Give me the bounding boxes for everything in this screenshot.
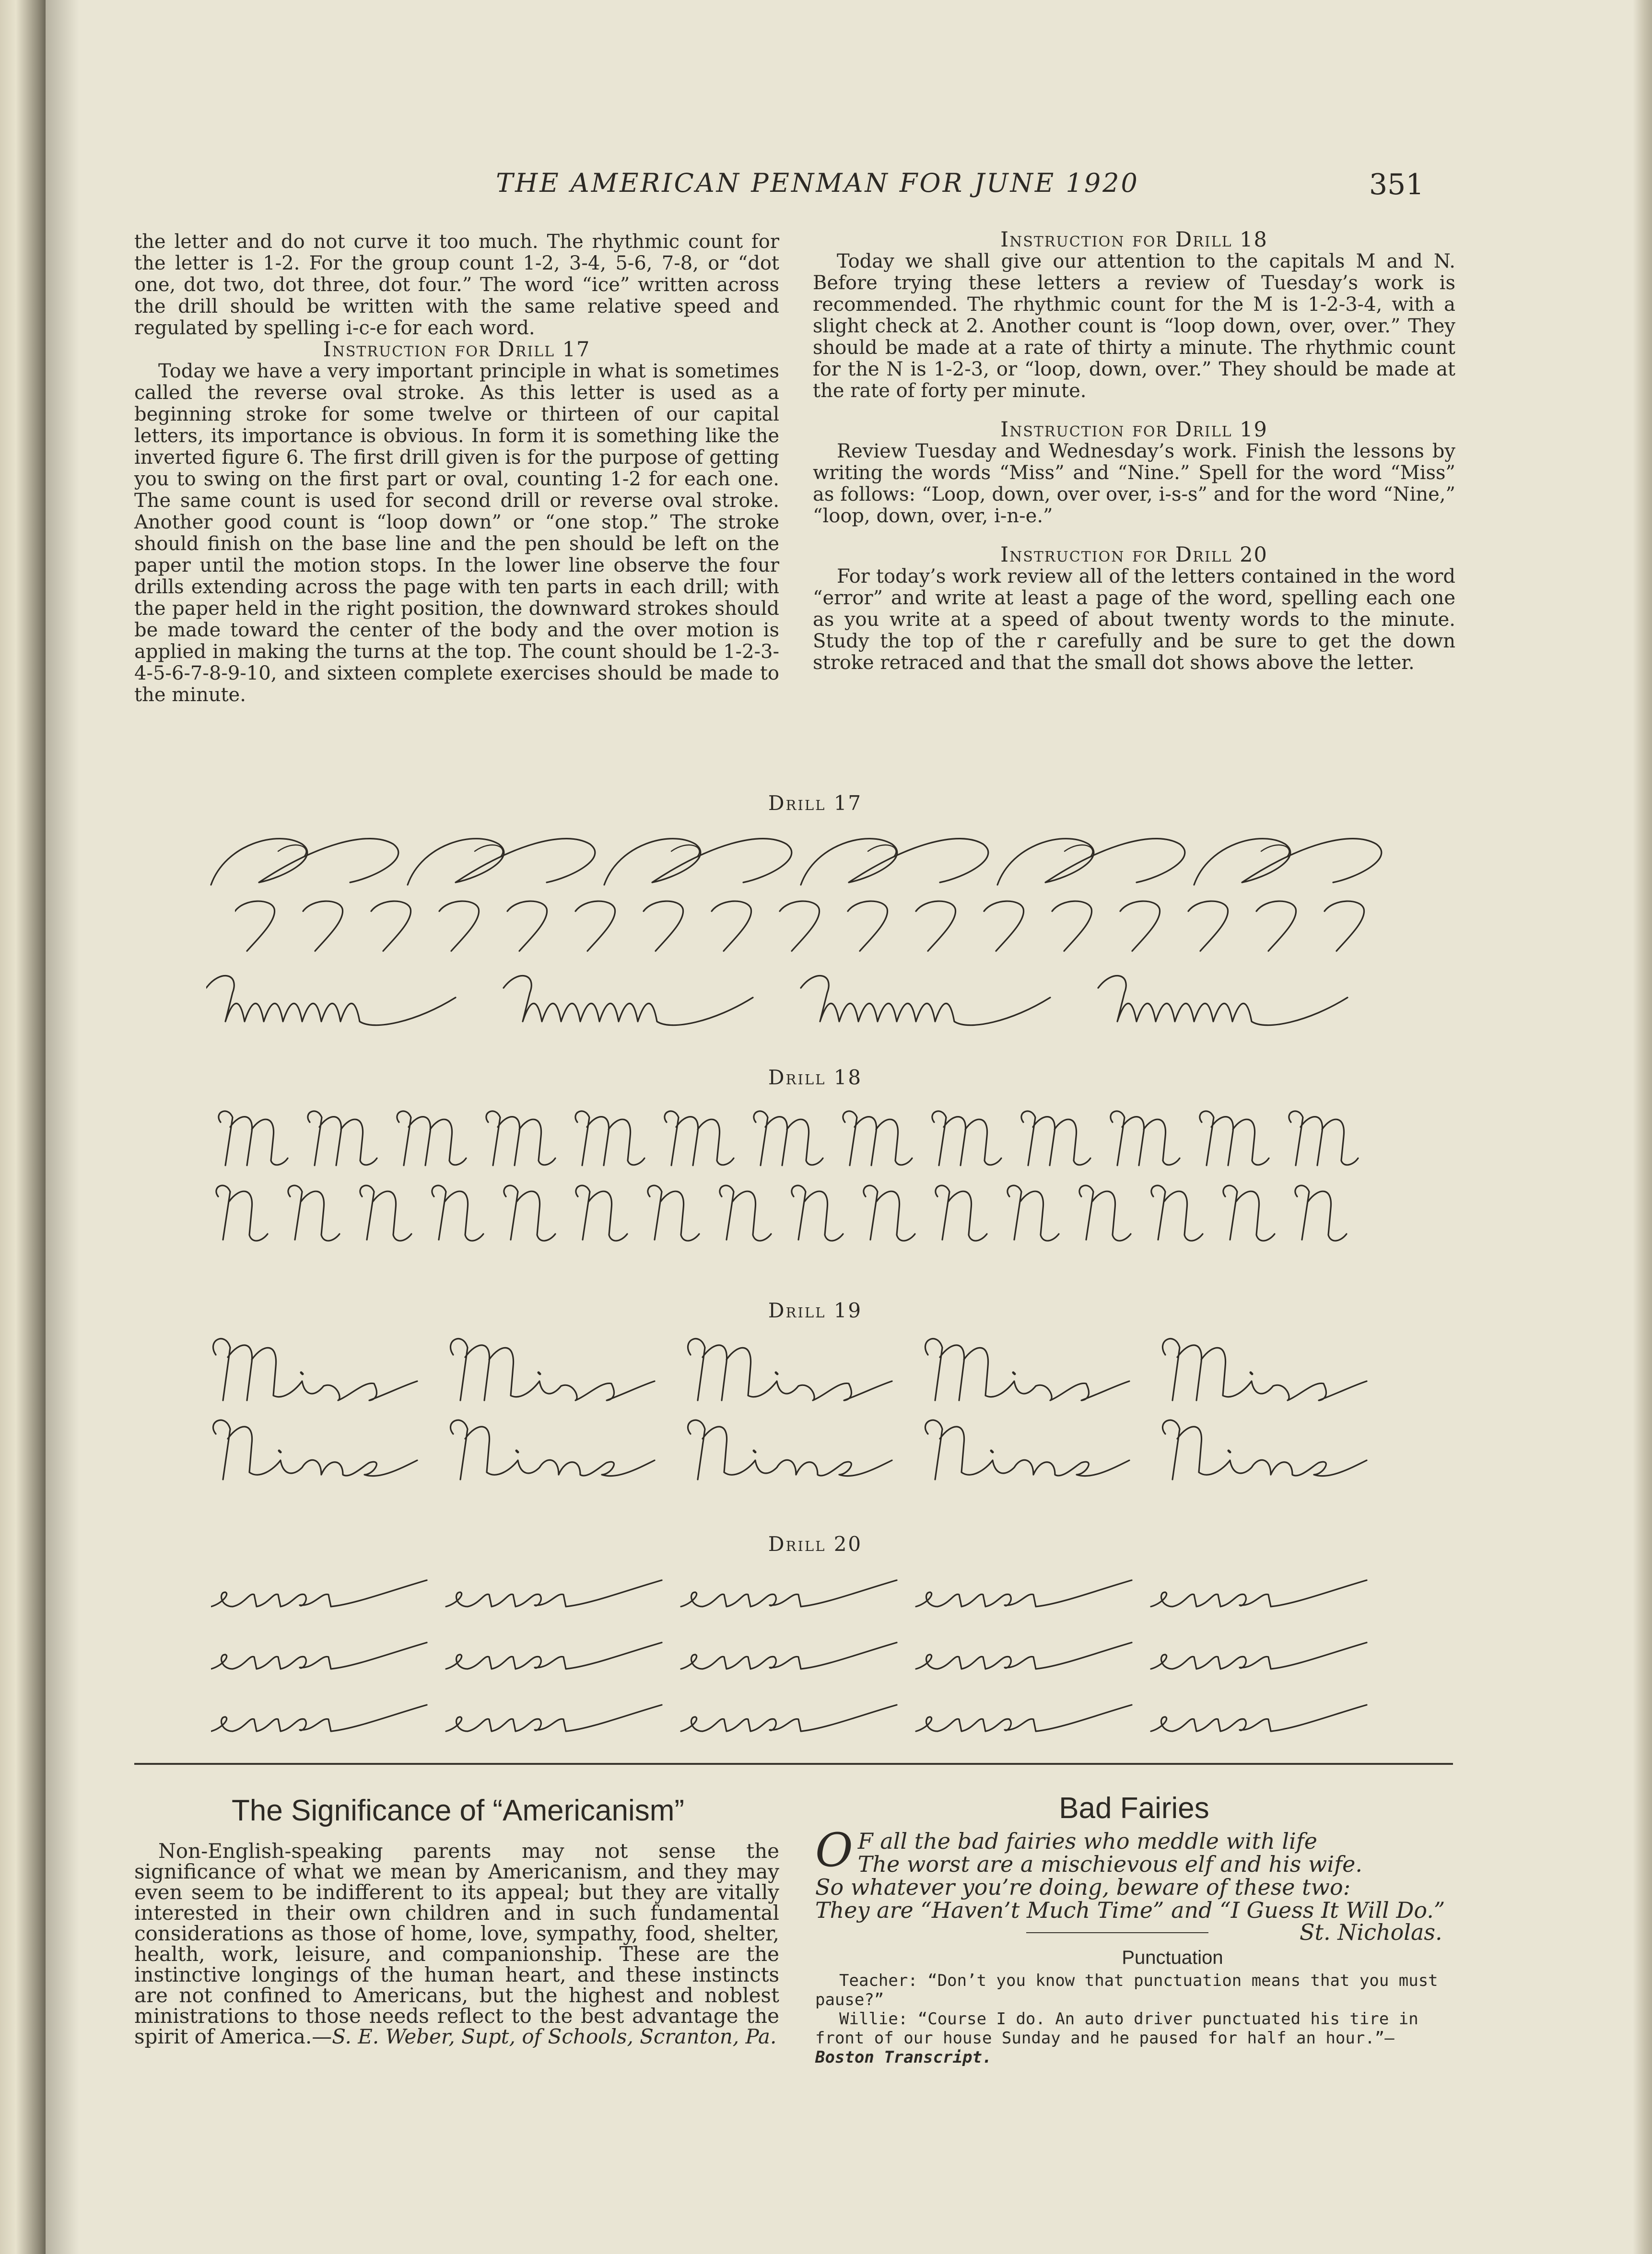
pen-stroke (792, 1186, 843, 1241)
pen-stroke (504, 1186, 555, 1241)
pen-stroke (1021, 1111, 1090, 1165)
pen-stroke (308, 1111, 377, 1165)
pen-stroke (279, 1451, 281, 1452)
pen-stroke (1151, 1643, 1367, 1669)
pen-stroke (648, 1186, 699, 1241)
pen-stroke (1151, 1705, 1367, 1731)
punctuation-anecdote (815, 1971, 1448, 2067)
pen-stroke (575, 1111, 644, 1165)
drill-20-error-row (211, 1628, 1395, 1681)
running-title: THE AMERICAN PENMAN FOR JUNE 1920 (496, 168, 1139, 198)
drill-19-title: Drill 19 (768, 1299, 863, 1322)
pen-stroke (1098, 976, 1347, 1025)
pen-stroke (916, 1705, 1132, 1731)
pen-stroke (450, 1338, 655, 1400)
pen-stroke (925, 1338, 1129, 1400)
poem-rule (1026, 1932, 1208, 1933)
pen-stroke (288, 1186, 340, 1241)
pen-stroke (681, 1705, 897, 1731)
gutter-shadow (46, 0, 79, 2254)
americanism-article (134, 1841, 779, 2047)
pen-stroke (688, 1338, 892, 1400)
pen-stroke (644, 901, 683, 951)
pen-stroke (848, 901, 888, 951)
drill-19-nine-row (206, 1412, 1395, 1489)
pen-stroke (1289, 1111, 1358, 1165)
pen-stroke (936, 1186, 987, 1241)
pen-stroke (360, 1186, 411, 1241)
pen-stroke (211, 1643, 427, 1669)
pen-stroke (539, 1373, 540, 1374)
bad-fairies-poem (815, 1823, 1453, 1945)
pen-stroke (780, 901, 820, 951)
page-number: 351 (1369, 168, 1424, 201)
pen-stroke (1162, 1420, 1367, 1479)
pen-stroke (475, 845, 503, 856)
pen-stroke (507, 901, 547, 951)
pen-stroke (801, 839, 988, 885)
paragraph: Today we shall give our attention to the capitals M and N. Before trying these letters a review of Tuesday’s work is recommended. The rhythmic count for the M is 1-2-3-4, with a slight check at 2. Another count is “loop down, over, over.” They should be made at a rate of thirty a minute. The rhythmic count for the N is 1-2-3, or “loop, down, over.” They should be made at the rate of forty per minute. (813, 250, 1455, 402)
pen-stroke (1324, 901, 1364, 951)
pen-stroke (932, 1111, 1001, 1165)
section-heading: Instruction for Drill 17 (323, 338, 591, 362)
punctuation-title: Punctuation (1122, 1947, 1223, 1968)
section-divider (134, 1763, 1453, 1765)
pen-stroke (576, 1186, 627, 1241)
pen-stroke (278, 845, 306, 856)
pen-stroke (671, 845, 700, 856)
drill-18-m-row (211, 1103, 1386, 1175)
drill-17-stroke-row (235, 894, 1410, 957)
pen-stroke (984, 901, 1024, 951)
drill-20-title: Drill 20 (768, 1532, 863, 1556)
pen-stroke (1079, 1186, 1131, 1241)
paragraph: For today’s work review all of the letters contained in the word “error” and write at least a page of the word, spelling each one as you write at a speed of about twenty words to the minute. Study the top of the r carefully and be sure to get the down stroke retraced and that the small dot shows above the letter. (813, 565, 1455, 674)
pen-stroke (720, 1186, 771, 1241)
americanism-title: The Significance of “Americanism” (231, 1794, 685, 1827)
pen-stroke (211, 1580, 427, 1607)
pen-stroke (1251, 1373, 1252, 1374)
poem-line: They are “Haven’t Much Time” and “I Guess It Will Do.” (815, 1897, 1445, 1923)
pen-stroke (1256, 901, 1296, 951)
poem-line: So whatever you’re doing, beware of these two: (815, 1874, 1351, 1900)
section-heading: Instruction for Drill 18 (1000, 228, 1268, 252)
drop-cap: O (815, 1823, 853, 1877)
pen-stroke (1295, 1186, 1347, 1241)
pen-stroke (408, 839, 595, 885)
pen-stroke (868, 845, 896, 856)
pen-stroke (1223, 1186, 1275, 1241)
drill-20-error-row (211, 1566, 1395, 1619)
poem-line: The worst are a mischievous elf and his wife. (857, 1851, 1362, 1877)
paragraph: Review Tuesday and Wednesday’s work. Finish the lessons by writing the words “Miss” and “Nine.” Spell for the word “Miss” as follows: “Loop, down, over over, i-s-s” and for the word “Nine,” “loop, down, over, i-n-e.” (813, 440, 1455, 527)
pen-stroke (516, 1451, 518, 1452)
poem-line: F all the bad fairies who meddle with life (857, 1828, 1318, 1854)
pen-stroke (235, 901, 275, 951)
pen-stroke (371, 901, 411, 951)
pen-stroke (681, 1643, 897, 1669)
pen-stroke (754, 1111, 823, 1165)
punctuation-source: Boston Transcript. (815, 2048, 992, 2067)
drill-18-title: Drill 18 (768, 1066, 863, 1089)
pen-stroke (754, 1451, 755, 1452)
willie-line (815, 2009, 1448, 2067)
pen-stroke (688, 1420, 892, 1479)
section-heading: Instruction for Drill 19 (1000, 418, 1268, 442)
drill-17-title: Drill 17 (768, 791, 863, 815)
pen-stroke (997, 839, 1185, 885)
paragraph: the letter and do not curve it too much. The rhythmic count for the letter is 1-2. For the group count 1-2, 3-4, 5-6, 7-8, or “dot one, dot two, dot three, dot four.” The word “ice” written across the drill should be written with the same relative speed and regulated by spelling i-c-e for each word. (134, 231, 779, 339)
pen-stroke (1229, 1451, 1230, 1452)
pen-stroke (1111, 1111, 1180, 1165)
pen-stroke (446, 1580, 662, 1607)
pen-stroke (1200, 1111, 1269, 1165)
pen-stroke (504, 976, 753, 1025)
pen-stroke (864, 1186, 915, 1241)
drill-17-compound-row (206, 964, 1405, 1036)
bad-fairies-title: Bad Fairies (1059, 1792, 1209, 1825)
section-heading: Instruction for Drill 20 (1000, 543, 1268, 567)
pen-stroke (432, 1186, 483, 1241)
pen-stroke (1162, 1338, 1367, 1400)
left-column (134, 231, 779, 706)
pen-stroke (916, 1643, 1132, 1669)
drill-18-n-row (211, 1177, 1386, 1249)
pen-stroke (1052, 901, 1092, 951)
pen-stroke (303, 901, 343, 951)
pen-stroke (1013, 1373, 1015, 1374)
pen-stroke (216, 1186, 268, 1241)
pen-stroke (446, 1643, 662, 1669)
americanism-byline: S. E. Weber, Supt, of Schools, Scranton, Pa. (332, 2025, 777, 2048)
pen-stroke (213, 1338, 417, 1400)
pen-stroke (1188, 901, 1228, 951)
right-column (813, 229, 1455, 674)
pen-stroke (1120, 901, 1160, 951)
paragraph: Today we have a very important principle in what is sometimes called the reverse oval stroke. As this letter is used as a beginning stroke for some twelve or thirteen of our capital letters, its importance is obvious. In form it is something like the inverted figure 6. The first drill given is for the purpose of getting you to swing on the first part or oval, counting 1-2 for each one. The same count is used for second drill or reverse oval stroke. Another good count is “loop down” or “one stop.” The stroke should finish on the base line and the pen should be left on the paper until the motion stops. In the lower line observe the four drills extending across the page with ten parts in each drill; with the paper held in the right position, the downward strokes should be made toward the center of the body and the over motion is applied in making the turns at the top. The count should be 1-2-3-4-5-6-7-8-9-10, and sixteen complete exercises should be made to the minute. (134, 360, 779, 706)
pen-stroke (397, 1111, 466, 1165)
pen-stroke (776, 1373, 777, 1374)
pen-stroke (486, 1111, 555, 1165)
pen-stroke (439, 901, 479, 951)
poem-source: St. Nicholas. (1300, 1919, 1442, 1945)
pen-stroke (446, 1705, 662, 1731)
pen-stroke (1194, 839, 1382, 885)
pen-stroke (916, 901, 956, 951)
pen-stroke (991, 1451, 993, 1452)
pen-stroke (801, 976, 1050, 1025)
pen-stroke (925, 1420, 1129, 1479)
pen-stroke (1065, 845, 1093, 856)
pen-stroke (211, 839, 398, 885)
pen-stroke (450, 1420, 655, 1479)
drill-20-error-row (211, 1690, 1395, 1743)
pen-stroke (1008, 1186, 1059, 1241)
pen-stroke (219, 1111, 288, 1165)
drill-17-oval-row (206, 825, 1405, 892)
pen-stroke (213, 1420, 417, 1479)
pen-stroke (575, 901, 615, 951)
pen-stroke (206, 976, 456, 1025)
pen-stroke (211, 1705, 427, 1731)
pen-stroke (681, 1580, 897, 1607)
willie-text: Willie: “Course I do. An auto driver punctuated his tire in front of our house Sunday and he paused for half an hour.”— (815, 2009, 1418, 2048)
americanism-body: Non-English-speaking parents may not sense the significance of what we mean by Americanism, and they may even seem to be indifferent to its appeal; but they are vitally interested in their own children and in such fundamental considerations as those of home, love, sympathy, food, shelter, health, work, leisure, and companionship. These are the instinctive longings of the human heart, and these instincts are not confined to Americans, but the highest and noblest ministrations to those needs reflect to the best advantage the spirit of America.— (134, 1839, 779, 2048)
pen-stroke (843, 1111, 912, 1165)
drill-19-miss-row (206, 1328, 1395, 1410)
pen-stroke (916, 1580, 1132, 1607)
pen-stroke (1151, 1186, 1203, 1241)
pen-stroke (604, 839, 792, 885)
pen-stroke (1151, 1580, 1367, 1607)
book-spine (0, 0, 46, 2254)
pen-stroke (1261, 845, 1289, 856)
pen-stroke (301, 1373, 303, 1374)
pen-stroke (665, 1111, 734, 1165)
page-edge (1633, 0, 1652, 2254)
teacher-line: Teacher: “Don’t you know that punctuation means that you must pause?” (815, 1971, 1438, 2009)
pen-stroke (712, 901, 751, 951)
